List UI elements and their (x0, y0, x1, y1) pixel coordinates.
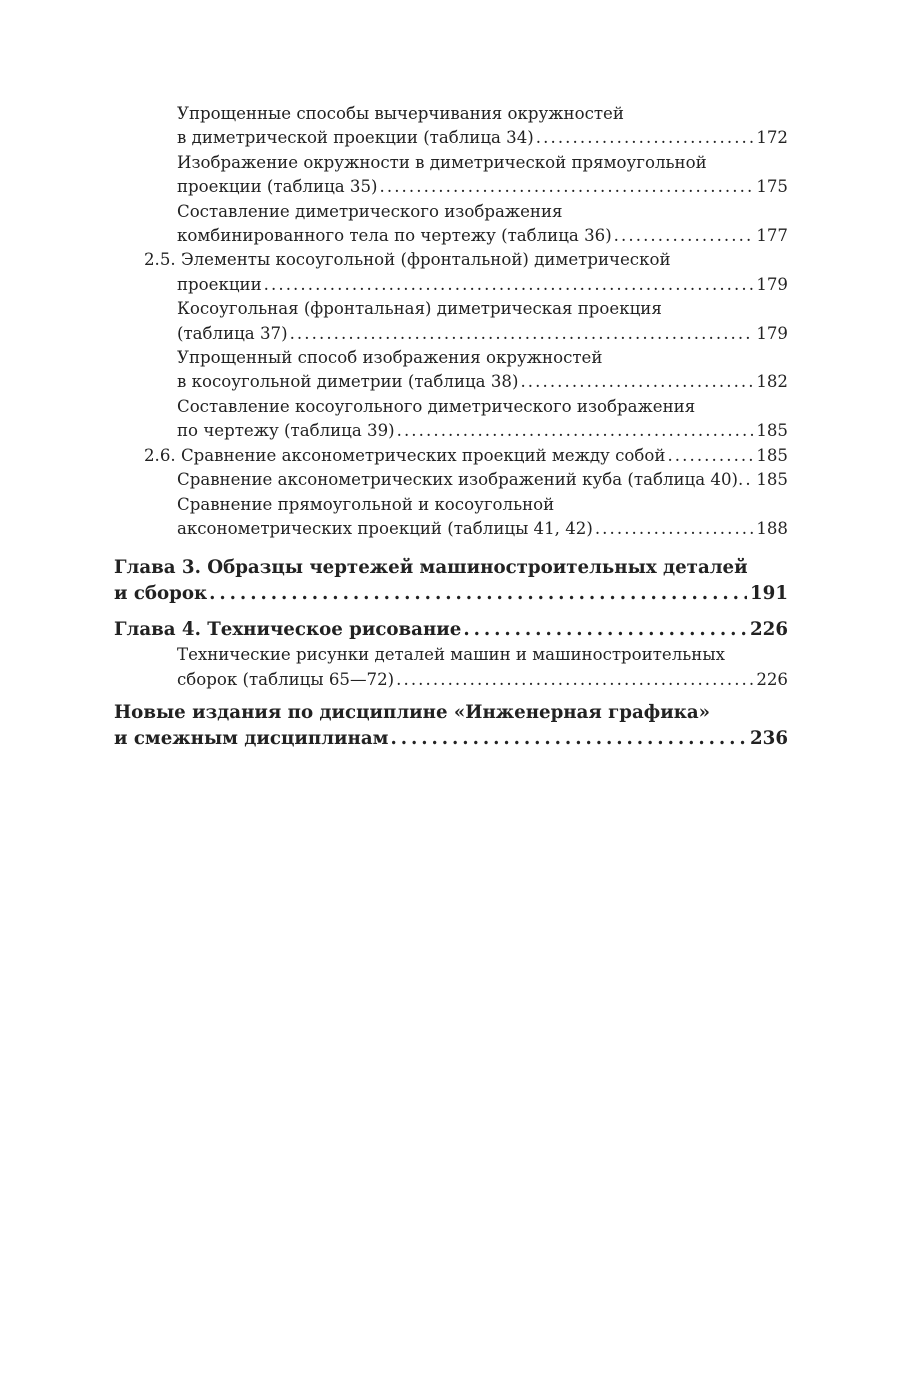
toc-page-number: 185 (756, 421, 788, 441)
toc-entry[interactable] (114, 468, 788, 492)
leader-dots (595, 517, 754, 541)
toc-entry-title-cont: в диметрической проекции (таблица 34) (177, 128, 534, 148)
leader-dots (396, 668, 753, 692)
toc-page-number: 185 (756, 470, 788, 490)
table-of-contents (114, 102, 788, 752)
leader-dots (397, 419, 754, 443)
toc-entry-title-cont: (таблица 37) (177, 323, 288, 343)
toc-section-entry[interactable] (114, 444, 788, 468)
leader-dots (667, 444, 753, 468)
toc-entry[interactable] (114, 102, 788, 151)
toc-section-entry[interactable] (114, 248, 788, 297)
toc-page-number: 179 (756, 274, 788, 294)
toc-chapter-entry[interactable] (114, 555, 788, 607)
toc-entry-title-cont: сборок (таблицы 65—72) (177, 669, 395, 689)
toc-entry-title: Сравнение аксонометрических изображений куба (таблица 40) (177, 470, 738, 490)
toc-entry-title: 2.6. Сравнение аксонометрических проекций между собой (144, 445, 666, 465)
toc-entry-title-line: Составление косоугольного диметрического изображения (177, 396, 696, 416)
leader-dots (290, 322, 754, 346)
leader-dots (536, 126, 754, 150)
toc-page-number: 185 (756, 445, 788, 465)
toc-entry-title-line: 2.5. Элементы косоугольной (фронтальной) диметрической (144, 250, 671, 270)
toc-page-number: 226 (756, 669, 788, 689)
toc-chapter-title-line: Глава 3. Образцы чертежей машиностроительных деталей (114, 557, 748, 579)
toc-entry-title-cont: проекции (таблица 35) (177, 177, 378, 197)
leader-dots (390, 726, 747, 752)
toc-page-number: 236 (750, 728, 788, 750)
toc-entry-title-line: Косоугольная (фронтальная) диметрическая проекция (177, 299, 662, 319)
toc-page-number: 188 (756, 518, 788, 538)
toc-entry-title-line: Упрощенные способы вычерчивания окружностей (177, 104, 624, 123)
toc-entry-title-line: Сравнение прямоугольной и косоугольной (177, 494, 555, 514)
toc-chapter-entry[interactable] (114, 700, 788, 752)
toc-entry[interactable] (114, 346, 788, 395)
toc-entry-title-line: Изображение окружности в диметрической прямоугольной (177, 152, 707, 172)
toc-chapter-title-cont: и смежным дисциплинам (114, 728, 389, 750)
leader-dots (614, 224, 754, 248)
toc-entry-title-line: Составление диметрического изображения (177, 201, 563, 221)
leader-dots (520, 370, 753, 394)
leader-dots (738, 468, 752, 492)
toc-page-number: 179 (756, 323, 788, 343)
toc-entry[interactable] (114, 643, 788, 692)
toc-entry-title-cont: в косоугольной диметрии (таблица 38) (177, 372, 519, 392)
toc-chapter-title-line: Новые издания по дисциплине «Инженерная графика» (114, 702, 710, 724)
toc-page-number: 182 (756, 372, 788, 392)
toc-entry-title-cont: комбинированного тела по чертежу (таблица 36) (177, 226, 612, 246)
toc-entry-title-line: Упрощенный способ изображения окружностей (177, 348, 603, 368)
toc-page-number: 172 (756, 128, 788, 148)
leader-dots (463, 617, 747, 643)
leader-dots (264, 273, 754, 297)
toc-entry-title-cont: проекции (177, 274, 262, 294)
toc-entry-title-cont: по чертежу (таблица 39) (177, 421, 395, 441)
toc-page-number: 177 (756, 226, 788, 246)
toc-page-number: 175 (756, 177, 788, 197)
toc-entry[interactable] (114, 297, 788, 346)
toc-entry[interactable] (114, 151, 788, 200)
toc-entry-title-line: Технические рисунки деталей машин и машиностроительных (177, 645, 725, 665)
toc-entry-title-cont: аксонометрических проекций (таблицы 41, 42) (177, 518, 593, 538)
leader-dots (380, 175, 754, 199)
toc-chapter-title: Глава 4. Техническое рисование (114, 619, 462, 641)
toc-page-number: 191 (750, 583, 788, 605)
toc-entry[interactable] (114, 493, 788, 542)
leader-dots (209, 581, 747, 607)
toc-entry[interactable] (114, 395, 788, 444)
toc-chapter-title-cont: и сборок (114, 583, 208, 605)
toc-page-number: 226 (750, 619, 788, 641)
toc-entry[interactable] (114, 200, 788, 249)
toc-chapter-entry[interactable] (114, 617, 788, 643)
